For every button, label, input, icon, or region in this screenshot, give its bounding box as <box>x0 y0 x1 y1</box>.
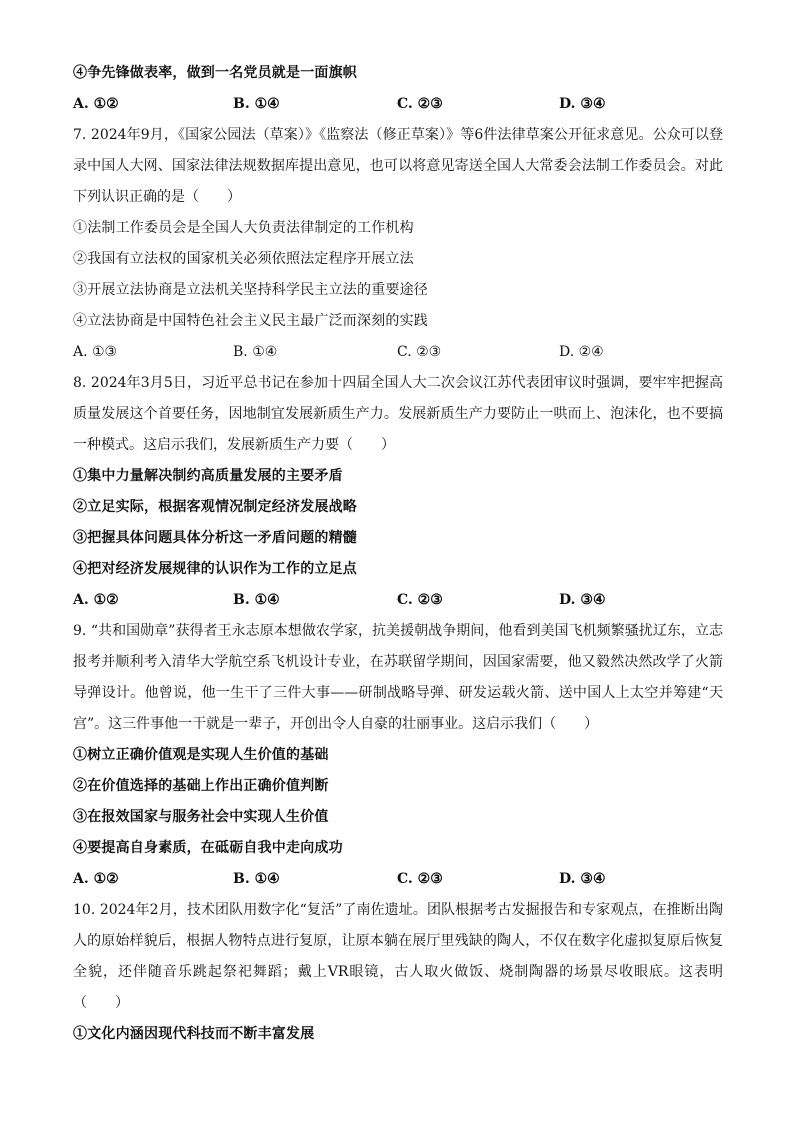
q7-option-c[interactable]: C. ②③ <box>397 344 442 360</box>
q9-item-3: ③在报效国家与服务社会中实现人生价值 <box>73 809 329 825</box>
q10-stem: 10. 2024年2月，技术团队用数字化“复活”了南佐遗址。团队根据考古发掘报告和专家观点，在推断出陶人的原始样貌后，根据人物特点进行复原，让原本躺在展厅里残缺的陶人，不仅在数字化虚拟复原后恢复全貌，还伴随音乐跳起祭祀舞蹈；戴上VR眼镜，古人取火做饭、烧制陶器的场景尽收眼底。这表明（ ） <box>73 902 723 1011</box>
q7-item-3: ③开展立法协商是立法机关坚持科学民主立法的重要途径 <box>73 282 428 298</box>
q8-item-4: ④把对经济发展规律的认识作为工作的立足点 <box>73 561 357 577</box>
q6-option-b[interactable]: B. ①④ <box>233 96 280 112</box>
q9-option-b[interactable]: B. ①④ <box>233 871 280 887</box>
q9-stem: 9. “共和国勋章”获得者王永志原本想做农学家，抗美援朝战争期间，他看到美国飞机频繁骚扰辽东，立志报考并顺利考入清华大学航空系飞机设计专业，在苏联留学期间，因国家需要，他又毅然决然改学了火箭导弹设计。他曾说，他一生干了三件大事——研制战略导弹、研发运载火箭、送中国人上太空并筹建“天宫”。这三件事他一干就是一辈子，开创出令人自豪的壮丽事业。这启示我们（ ） <box>73 623 723 732</box>
q7-option-a[interactable]: A. ①③ <box>73 344 118 360</box>
q7-option-b[interactable]: B. ①④ <box>233 344 278 360</box>
q6-option-d[interactable]: D. ③④ <box>559 96 606 112</box>
page-content <box>73 58 723 1050</box>
q10-item-1: ①文化内涵因现代科技而不断丰富发展 <box>73 1026 315 1042</box>
q8-item-2: ②立足实际，根据客观情况制定经济发展战略 <box>73 499 357 515</box>
q6-option-c[interactable]: C. ②③ <box>397 96 443 112</box>
q7-item-4: ④立法协商是中国特色社会主义民主最广泛而深刻的实践 <box>73 313 428 329</box>
q8-option-c[interactable]: C. ②③ <box>397 592 443 608</box>
q8-option-a[interactable]: A. ①② <box>73 592 119 608</box>
q9-item-4: ④要提高自身素质，在砥砺自我中走向成功 <box>73 840 343 856</box>
q9-item-2: ②在价值选择的基础上作出正确价值判断 <box>73 778 329 794</box>
q9-options <box>73 864 723 895</box>
q6-option-a[interactable]: A. ①② <box>73 96 119 112</box>
q9-option-d[interactable]: D. ③④ <box>559 871 606 887</box>
q8-option-d[interactable]: D. ③④ <box>559 592 606 608</box>
q7-options <box>73 337 723 368</box>
q7-item-1: ①法制工作委员会是全国人大负责法律制定的工作机构 <box>73 220 414 236</box>
q8-item-3: ③把握具体问题具体分析这一矛盾问题的精髓 <box>73 530 357 546</box>
q7-item-2: ②我国有立法权的国家机关必须依照法定程序开展立法 <box>73 251 414 267</box>
q7-option-d[interactable]: D. ②④ <box>559 344 604 360</box>
q8-stem: 8. 2024年3月5日，习近平总书记在参加十四届全国人大二次会议江苏代表团审议时强调，要牢牢把握高质量发展这个首要任务，因地制宜发展新质生产力。发展新质生产力要防止一哄而上、泡沫化，也不要搞一种模式。这启示我们，发展新质生产力要（ ） <box>73 375 723 453</box>
q9-item-1: ①树立正确价值观是实现人生价值的基础 <box>73 747 329 763</box>
q6-options <box>73 89 723 120</box>
q9-option-c[interactable]: C. ②③ <box>397 871 443 887</box>
q8-option-b[interactable]: B. ①④ <box>233 592 280 608</box>
q7-stem: 7. 2024年9月，《国家公园法（草案）》《监察法（修正草案）》等6件法律草案公开征求意见。公众可以登录中国人大网、国家法律法规数据库提出意见，也可以将意见寄送全国人大常委会法制工作委员会。对此下列认识正确的是（ ） <box>73 127 723 205</box>
q9-option-a[interactable]: A. ①② <box>73 871 119 887</box>
q6-item-4: ④争先锋做表率，做到一名党员就是一面旗帜 <box>73 65 357 81</box>
q8-item-1: ①集中力量解决制约高质量发展的主要矛盾 <box>73 468 343 484</box>
q8-options <box>73 585 723 616</box>
